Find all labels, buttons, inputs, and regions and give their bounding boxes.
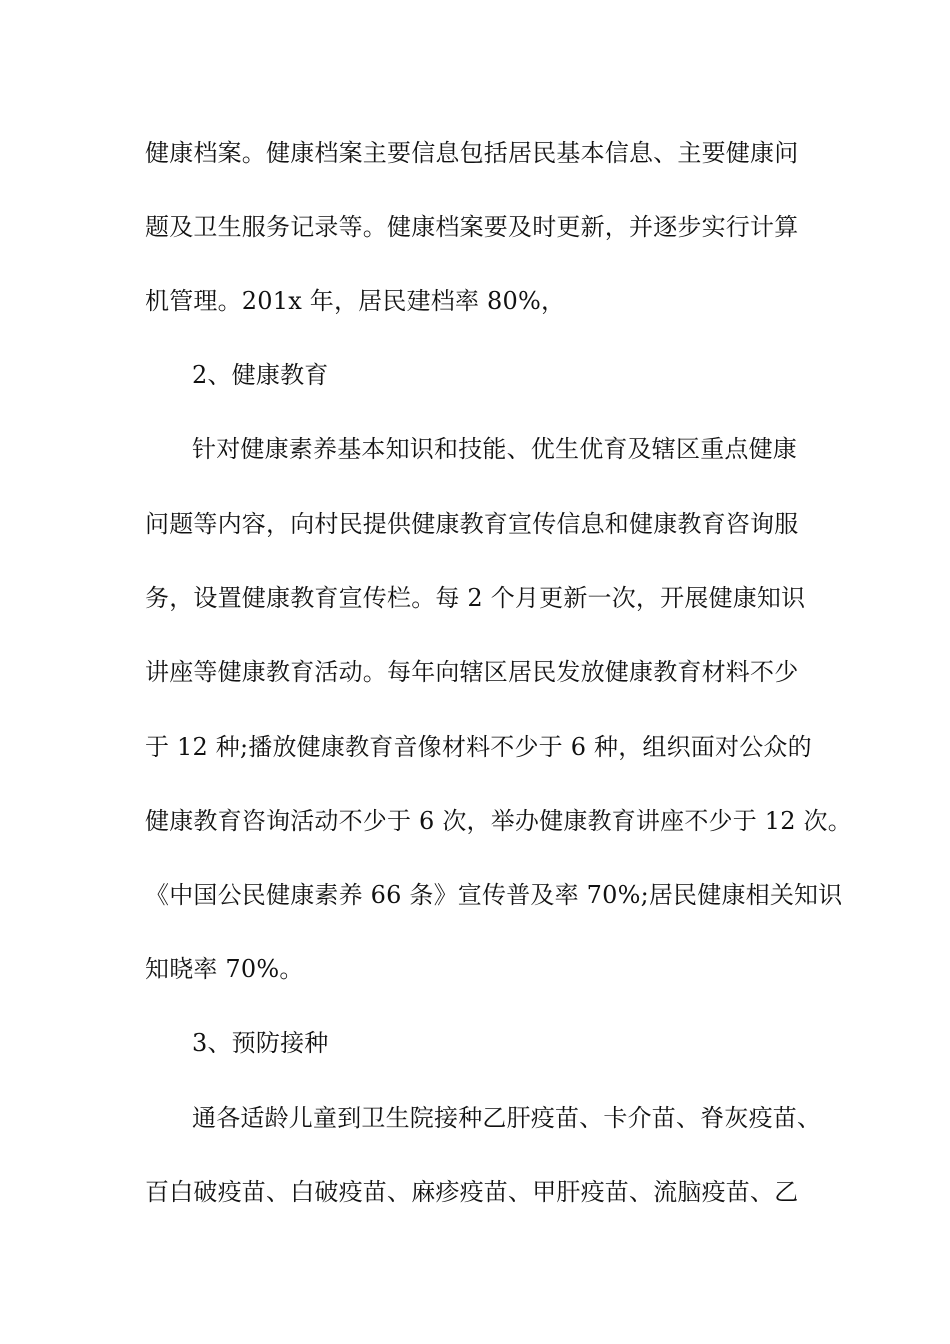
section-heading: 2、健康教育	[192, 361, 329, 389]
body-text-line: 讲座等健康教育活动。每年向辖区居民发放健康教育材料不少	[145, 658, 799, 686]
body-text-line: 健康档案。健康档案主要信息包括居民基本信息、主要健康问	[145, 139, 799, 167]
body-text-line: 百白破疫苗、白破疫苗、麻疹疫苗、甲肝疫苗、流脑疫苗、乙	[145, 1178, 799, 1206]
body-text-line: 于 12 种;播放健康教育音像材料不少于 6 种，组织面对公众的	[145, 733, 812, 761]
paragraph-first-line: 通各适龄儿童到卫生院接种乙肝疫苗、卡介苗、脊灰疫苗、	[192, 1104, 822, 1132]
paragraph-first-line: 针对健康素养基本知识和技能、优生优育及辖区重点健康	[192, 435, 797, 463]
body-text-line: 务，设置健康教育宣传栏。每 2 个月更新一次，开展健康知识	[145, 584, 806, 612]
body-text-line: 问题等内容，向村民提供健康教育宣传信息和健康教育咨询服	[145, 510, 799, 538]
body-text-line: 知晓率 70%。	[145, 955, 304, 983]
body-text-line: 题及卫生服务记录等。健康档案要及时更新，并逐步实行计算	[145, 213, 799, 241]
body-text-line: 《中国公民健康素养 66 条》宣传普及率 70%;居民健康相关知识	[145, 881, 843, 909]
body-text-line: 健康教育咨询活动不少于 6 次，举办健康教育讲座不少于 12 次。	[145, 807, 852, 835]
body-text-line: 机管理。201x 年，居民建档率 80%，	[145, 287, 566, 315]
section-heading: 3、预防接种	[192, 1029, 329, 1057]
